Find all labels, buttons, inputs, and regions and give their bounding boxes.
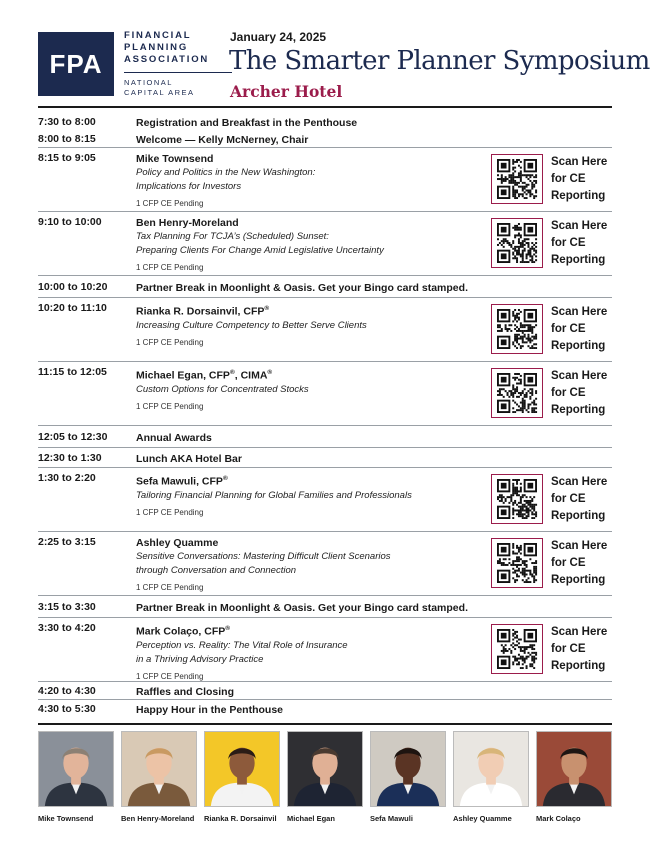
schedule-end-divider xyxy=(38,723,612,725)
speaker-caption: Rianka R. Dorsainvil xyxy=(204,814,277,823)
session-topic: Perception vs. Reality: The Vital Role of Insurance xyxy=(136,639,348,651)
speaker-name: Mike Townsend xyxy=(136,153,214,165)
schedule-row xyxy=(38,532,612,596)
session-time: 12:05 to 12:30 xyxy=(38,430,108,443)
session-title: Partner Break in Moonlight & Oasis. Get your Bingo card stamped. xyxy=(136,601,468,614)
session-time: 3:15 to 3:30 xyxy=(38,600,96,613)
portrait-icon xyxy=(122,732,196,806)
schedule-row xyxy=(38,596,612,618)
scan-line: for CE xyxy=(551,643,586,655)
session-title: Registration and Breakfast in the Penthouse xyxy=(136,116,358,129)
ce-credit: 1 CFP CE Pending xyxy=(136,583,204,592)
session-time: 9:10 to 10:00 xyxy=(38,216,102,228)
session-content xyxy=(136,302,496,348)
schedule-row xyxy=(38,426,612,448)
logo-mark: FPA xyxy=(49,48,103,79)
schedule-row xyxy=(38,700,612,718)
scan-instructions xyxy=(551,368,615,419)
scan-line: Scan Here xyxy=(551,476,608,488)
speaker-photo xyxy=(287,731,363,807)
session-time: 1:30 to 2:20 xyxy=(38,472,96,484)
registered-mark: ® xyxy=(222,475,228,482)
session-content xyxy=(136,281,606,295)
portrait-icon xyxy=(537,732,611,806)
scan-line: Scan Here xyxy=(551,220,608,232)
speaker-photo xyxy=(121,731,197,807)
session-time: 10:00 to 10:20 xyxy=(38,280,108,293)
speaker-card xyxy=(287,731,363,823)
session-topic: Custom Options for Concentrated Stocks xyxy=(136,383,309,395)
event-venue: Archer Hotel xyxy=(230,82,343,101)
scan-line: for CE xyxy=(551,493,586,505)
speaker-gallery xyxy=(38,731,612,826)
scan-line: for CE xyxy=(551,173,586,185)
session-content xyxy=(136,536,496,593)
schedule-row xyxy=(38,114,612,130)
org-line: ASSOCIATION xyxy=(124,54,210,65)
scan-line: Scan Here xyxy=(551,156,608,168)
scan-line: Reporting xyxy=(551,510,606,522)
scan-instructions xyxy=(551,154,615,205)
session-time: 2:25 to 3:15 xyxy=(38,536,96,548)
schedule-row xyxy=(38,130,612,148)
speaker-name: Ashley Quamme xyxy=(136,537,219,549)
schedule-row xyxy=(38,148,612,212)
page-header xyxy=(38,28,650,102)
session-content xyxy=(136,431,606,445)
speaker-caption: Sefa Mawuli xyxy=(370,814,413,823)
qr-code-icon xyxy=(496,479,538,519)
speaker-photo xyxy=(38,731,114,807)
chapter-line: NATIONAL xyxy=(124,78,173,87)
registered-mark: ® xyxy=(267,369,273,376)
session-content xyxy=(136,452,606,466)
ce-credit: 1 CFP CE Pending xyxy=(136,199,204,208)
org-divider xyxy=(124,72,232,73)
speaker-caption: Mark Colaço xyxy=(536,814,581,823)
schedule-row xyxy=(38,212,612,276)
ce-qr-code[interactable] xyxy=(491,154,543,204)
speaker-name: Ben Henry-Moreland xyxy=(136,217,239,229)
chapter-name xyxy=(124,78,234,98)
registered-mark: ® xyxy=(264,305,270,312)
session-content xyxy=(136,472,496,518)
session-topic: in a Thriving Advisory Practice xyxy=(136,653,264,665)
schedule xyxy=(38,114,612,718)
session-time: 7:30 to 8:00 xyxy=(38,115,96,128)
scan-line: Scan Here xyxy=(551,370,608,382)
session-topic: Tailoring Financial Planning for Global Families and Professionals xyxy=(136,489,412,501)
session-topic: Policy and Politics in the New Washington: xyxy=(136,167,316,178)
session-title: Partner Break in Moonlight & Oasis. Get your Bingo card stamped. xyxy=(136,281,468,294)
schedule-row xyxy=(38,682,612,700)
ce-qr-code[interactable] xyxy=(491,474,543,524)
ce-credit: 1 CFP CE Pending xyxy=(136,671,204,681)
session-content xyxy=(136,152,496,209)
scan-line: for CE xyxy=(551,387,586,399)
schedule-row xyxy=(38,618,612,682)
session-content xyxy=(136,685,606,699)
session-time: 4:20 to 4:30 xyxy=(38,684,96,697)
speaker-name: Michael Egan, CFP®, CIMA® xyxy=(136,369,273,382)
session-content xyxy=(136,601,606,615)
scan-instructions xyxy=(551,304,615,355)
qr-code-icon xyxy=(496,309,538,349)
session-time: 10:20 to 11:10 xyxy=(38,302,107,314)
portrait-icon xyxy=(371,732,445,806)
ce-credit: 1 CFP CE Pending xyxy=(136,263,204,272)
speaker-photo xyxy=(453,731,529,807)
speaker-name: Rianka R. Dorsainvil, CFP® xyxy=(136,305,270,318)
org-name xyxy=(124,30,224,66)
session-time: 4:30 to 5:30 xyxy=(38,702,96,715)
session-topic: Increasing Culture Competency to Better Serve Clients xyxy=(136,319,367,331)
ce-credit: 1 CFP CE Pending xyxy=(136,401,204,411)
speaker-card xyxy=(453,731,529,823)
portrait-icon xyxy=(288,732,362,806)
event-date: January 24, 2025 xyxy=(230,30,327,44)
ce-credit: 1 CFP CE Pending xyxy=(136,507,204,517)
speaker-card xyxy=(370,731,446,823)
session-title: Annual Awards xyxy=(136,431,212,444)
schedule-row xyxy=(38,468,612,532)
session-topic: Preparing Clients For Change Amid Legislative Uncertainty xyxy=(136,245,384,256)
event-title: The Smarter Planner Symposium xyxy=(229,46,650,76)
portrait-icon xyxy=(454,732,528,806)
session-title: Happy Hour in the Penthouse xyxy=(136,703,284,716)
fpa-logo xyxy=(38,32,114,96)
speaker-caption: Michael Egan xyxy=(287,814,335,823)
registered-mark: ® xyxy=(225,625,231,632)
scan-instructions xyxy=(551,218,615,269)
ce-qr-code[interactable] xyxy=(491,624,543,674)
session-content xyxy=(136,622,496,682)
scan-line: Reporting xyxy=(551,404,606,416)
session-topic: Tax Planning For TCJA’s (Scheduled) Sunset: xyxy=(136,231,329,242)
session-topic: Sensitive Conversations: Mastering Difficult Client Scenarios xyxy=(136,551,391,562)
ce-credit: 1 CFP CE Pending xyxy=(136,337,204,347)
portrait-icon xyxy=(205,732,279,806)
session-title: Welcome — Kelly McNerney, Chair xyxy=(136,133,309,146)
session-time: 3:30 to 4:20 xyxy=(38,622,96,634)
portrait-icon xyxy=(39,732,113,806)
session-title: Raffles and Closing xyxy=(136,685,235,698)
session-content xyxy=(136,133,606,147)
scan-line: Scan Here xyxy=(551,540,608,552)
scan-instructions xyxy=(551,538,615,589)
speaker-name: Sefa Mawuli, CFP® xyxy=(136,475,228,488)
speaker-card xyxy=(536,731,612,823)
speaker-card xyxy=(204,731,280,823)
scan-line: Reporting xyxy=(551,574,606,586)
speaker-caption: Ben Henry-Moreland xyxy=(121,814,195,823)
scan-line: for CE xyxy=(551,323,586,335)
ce-qr-code[interactable] xyxy=(491,218,543,268)
session-content xyxy=(136,216,496,273)
qr-code-icon xyxy=(496,159,538,199)
scan-line: for CE xyxy=(551,557,586,569)
org-line: FINANCIAL xyxy=(124,30,192,41)
qr-code-icon xyxy=(496,543,538,583)
ce-qr-code[interactable] xyxy=(491,368,543,418)
org-line: PLANNING xyxy=(124,42,189,53)
registered-mark: ® xyxy=(229,369,235,376)
session-topic: through Conversation and Connection xyxy=(136,565,297,576)
scan-line: Reporting xyxy=(551,190,606,202)
session-time: 12:30 to 1:30 xyxy=(38,451,102,464)
chapter-line: CAPITAL AREA xyxy=(124,88,195,97)
scan-line: Reporting xyxy=(551,340,606,352)
scan-instructions xyxy=(551,624,615,675)
session-title: Lunch AKA Hotel Bar xyxy=(136,452,242,465)
speaker-photo xyxy=(536,731,612,807)
session-content xyxy=(136,703,606,717)
scan-line: for CE xyxy=(551,237,586,249)
scan-line: Reporting xyxy=(551,254,606,266)
session-content xyxy=(136,116,606,130)
session-content xyxy=(136,366,496,412)
header-divider xyxy=(38,106,612,108)
speaker-name: Mark Colaço, CFP® xyxy=(136,625,231,638)
session-time: 11:15 to 12:05 xyxy=(38,366,107,378)
speaker-photo xyxy=(204,731,280,807)
schedule-row xyxy=(38,276,612,298)
speaker-card xyxy=(38,731,114,823)
scan-line: Reporting xyxy=(551,660,606,672)
schedule-row xyxy=(38,448,612,468)
speaker-caption: Ashley Quamme xyxy=(453,814,512,823)
schedule-row xyxy=(38,362,612,426)
speaker-card xyxy=(121,731,197,823)
scan-line: Scan Here xyxy=(551,626,608,638)
qr-code-icon xyxy=(496,373,538,413)
speaker-photo xyxy=(370,731,446,807)
scan-instructions xyxy=(551,474,615,525)
session-time: 8:00 to 8:15 xyxy=(38,132,96,145)
speaker-caption: Mike Townsend xyxy=(38,814,94,823)
scan-line: Scan Here xyxy=(551,306,608,318)
ce-qr-code[interactable] xyxy=(491,538,543,588)
schedule-row xyxy=(38,298,612,362)
session-time: 8:15 to 9:05 xyxy=(38,152,96,164)
qr-code-icon xyxy=(496,629,538,669)
session-topic: Implications for Investors xyxy=(136,181,242,192)
ce-qr-code[interactable] xyxy=(491,304,543,354)
qr-code-icon xyxy=(496,223,538,263)
